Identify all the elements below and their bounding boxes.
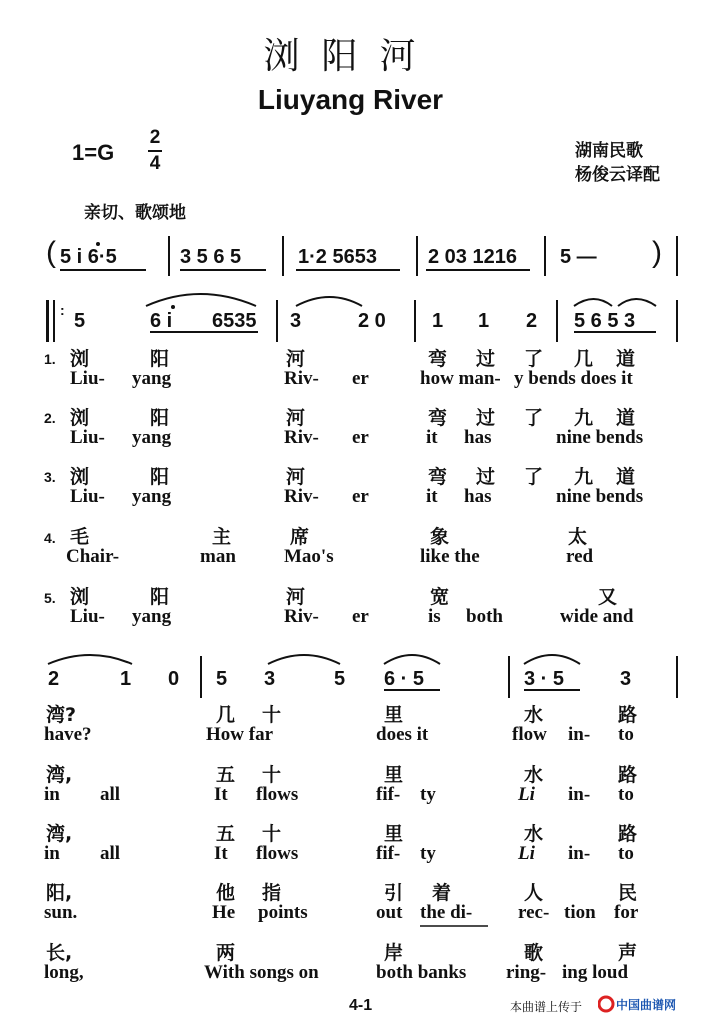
lyric-zh: 阳 xyxy=(150,586,170,608)
lyric-zh: 民 xyxy=(618,882,638,904)
lyric-en: tion xyxy=(564,902,596,923)
lyric-en: all xyxy=(100,784,121,805)
lyric-zh: 水 xyxy=(524,704,544,726)
lyric-zh: 指 xyxy=(262,882,282,904)
intro-measure-1: 5 i 6·5 xyxy=(60,246,117,268)
lyric-en: both banks xyxy=(376,962,467,983)
lyric-en: ring- xyxy=(506,962,547,983)
lyric-en: It xyxy=(214,843,228,864)
note: 3 xyxy=(264,668,276,690)
lyric-en: fif- xyxy=(376,784,401,805)
lyric-zh: 里 xyxy=(384,704,404,726)
lyric-zh: 又 xyxy=(598,586,618,608)
lyric-en: er xyxy=(352,486,369,507)
lyric-zh: 宽 xyxy=(430,586,450,608)
time-denominator: 4 xyxy=(149,153,161,174)
lyric-zh: 十 xyxy=(262,704,282,726)
lyric-en: has xyxy=(464,427,492,448)
note: 5 xyxy=(74,310,86,332)
lyric-zh: 河 xyxy=(286,466,306,488)
lyric-en: points xyxy=(258,902,308,923)
lyric-zh: 河 xyxy=(286,407,306,429)
lyric-zh: 浏 xyxy=(70,348,90,370)
lyric-en: in- xyxy=(568,724,591,745)
lyric-zh: 歌 xyxy=(524,942,544,964)
lyric-en: er xyxy=(352,606,369,627)
footer-upload-text: 本曲谱上传于 xyxy=(510,1000,583,1014)
lyric-zh: 他 xyxy=(216,882,236,904)
verse-number: 3. xyxy=(44,469,56,485)
lyric-zh: 主 xyxy=(212,526,232,548)
lyric-en: out xyxy=(376,902,403,923)
lyric-zh: 过 xyxy=(476,407,496,429)
lyric-zh: 象 xyxy=(430,526,450,548)
note: 5 xyxy=(334,668,346,690)
credit-arranger: 杨俊云译配 xyxy=(575,165,660,185)
lyric-zh: 路 xyxy=(618,823,638,845)
note: 5 xyxy=(216,668,228,690)
lyric-zh: 九 xyxy=(574,466,594,488)
lyric-zh: 河 xyxy=(286,348,306,370)
lyric-en: y bends does it xyxy=(514,368,633,389)
lyric-zh: 几 xyxy=(574,348,594,370)
lyric-zh: 了 xyxy=(524,348,544,370)
lyric-en: flows xyxy=(256,843,299,864)
lyric-zh: 阳 xyxy=(150,407,170,429)
title-english: Liuyang River xyxy=(257,84,444,115)
lyric-en: Riv- xyxy=(284,486,319,507)
note: 1 xyxy=(432,310,444,332)
lyric-en: Liu- xyxy=(70,606,105,627)
note: 2 xyxy=(48,668,60,690)
note: 3 xyxy=(290,310,302,332)
lyric-en: ty xyxy=(420,784,436,805)
lyric-zh: 阳, xyxy=(46,882,73,904)
lyric-zh: 阳 xyxy=(150,466,170,488)
lyric-zh: 声 xyxy=(618,942,638,964)
time-numerator: 2 xyxy=(149,127,161,148)
lyric-zh: 里 xyxy=(384,823,404,845)
lyric-en: yang xyxy=(132,606,172,627)
lyric-en: to xyxy=(618,724,634,745)
lyric-zh: 湾, xyxy=(46,823,73,845)
lyric-zh: 毛 xyxy=(70,526,90,548)
lyric-zh: 路 xyxy=(618,764,638,786)
lyric-en: yang xyxy=(132,427,172,448)
lyric-zh: 长, xyxy=(46,942,73,964)
lyric-en: sun. xyxy=(44,902,78,923)
title-chinese: 浏阳河 xyxy=(263,36,438,77)
lyric-en: Liu- xyxy=(70,368,105,389)
lyric-zh: 弯 xyxy=(428,466,448,488)
note: 2 xyxy=(526,310,538,332)
lyric-en: nine bends xyxy=(556,427,644,448)
lyric-en: does it xyxy=(376,724,429,745)
lyric-zh: 九 xyxy=(574,407,594,429)
lyric-en: like the xyxy=(420,546,480,567)
lyric-en: long, xyxy=(44,962,84,983)
lyric-en: in- xyxy=(568,843,591,864)
lyric-en: for xyxy=(614,902,639,923)
note: 1 xyxy=(120,668,132,690)
lyric-en: to xyxy=(618,784,634,805)
lyric-zh: 浏 xyxy=(70,407,90,429)
lyric-en: in xyxy=(44,784,60,805)
lyric-zh: 过 xyxy=(476,348,496,370)
site-logo-icon xyxy=(598,995,688,1013)
verse-number: 2. xyxy=(44,410,56,426)
note: 1 xyxy=(478,310,490,332)
lyric-zh: 过 xyxy=(476,466,496,488)
lyric-en: to xyxy=(618,843,634,864)
lyric-en: He xyxy=(212,902,236,923)
lyric-en: in- xyxy=(568,784,591,805)
lyric-en: yang xyxy=(132,486,172,507)
verse-number: 5. xyxy=(44,590,56,606)
tempo-mark: 亲切、歌颂地 xyxy=(84,203,186,223)
lyric-en: is xyxy=(428,606,441,627)
lyric-zh: 路 xyxy=(618,704,638,726)
lyric-zh: 两 xyxy=(216,942,236,964)
lyric-en: man xyxy=(200,546,236,567)
lyric-en: er xyxy=(352,427,369,448)
lyric-en: red xyxy=(566,546,594,567)
lyric-en: Chair- xyxy=(66,546,120,567)
lyric-zh: 湾, xyxy=(46,764,73,786)
lyric-en: all xyxy=(100,843,121,864)
intro-measure-4: 2 03 1216 xyxy=(428,246,517,268)
lyric-zh: 岸 xyxy=(384,942,404,964)
lyric-en: How far xyxy=(206,724,274,745)
lyric-zh: 湾? xyxy=(46,704,77,726)
credit-origin: 湖南民歌 xyxy=(575,141,643,161)
lyric-en: With songs on xyxy=(204,962,319,983)
lyric-en: both xyxy=(466,606,503,627)
lyric-zh: 着 xyxy=(432,882,452,904)
lyric-en: Riv- xyxy=(284,368,319,389)
lyric-en: Li xyxy=(518,843,535,864)
lyric-zh: 水 xyxy=(524,764,544,786)
intro-measure-5: 5 — xyxy=(560,246,597,268)
intro-close-paren: ) xyxy=(652,236,662,269)
lyric-zh: 引 xyxy=(384,882,404,904)
lyric-en: flow xyxy=(512,724,547,745)
lyric-zh: 道 xyxy=(616,348,636,370)
lyric-en: yang xyxy=(132,368,172,389)
lyric-zh: 几 xyxy=(216,704,236,726)
intro-measure-3: 1·2 5653 xyxy=(298,246,377,268)
lyric-zh: 浏 xyxy=(70,586,90,608)
lyric-en: flows xyxy=(256,784,299,805)
lyric-en: Liu- xyxy=(70,486,105,507)
lyric-en: in xyxy=(44,843,60,864)
note: 0 xyxy=(168,668,180,690)
lyric-en: the di- xyxy=(420,902,473,923)
lyric-zh: 了 xyxy=(524,466,544,488)
intro-open-paren: ( xyxy=(46,236,56,269)
site-logo xyxy=(598,995,688,1013)
lyric-en: er xyxy=(352,368,369,389)
lyric-zh: 河 xyxy=(286,586,306,608)
lyric-zh: 了 xyxy=(524,407,544,429)
lyric-en: it xyxy=(426,486,438,507)
lyric-zh: 五 xyxy=(216,823,236,845)
lyric-en: has xyxy=(464,486,492,507)
lyric-zh: 浏 xyxy=(70,466,90,488)
verse-number: 1. xyxy=(44,351,56,367)
lyric-en: fif- xyxy=(376,843,401,864)
lyric-zh: 道 xyxy=(616,466,636,488)
lyric-en: It xyxy=(214,784,228,805)
lyric-en: Riv- xyxy=(284,427,319,448)
lyric-en: Liu- xyxy=(70,427,105,448)
lyric-zh: 阳 xyxy=(150,348,170,370)
lyric-zh: 十 xyxy=(262,823,282,845)
lyric-zh: 五 xyxy=(216,764,236,786)
lyric-zh: 弯 xyxy=(428,348,448,370)
lyric-zh: 弯 xyxy=(428,407,448,429)
note: 3 xyxy=(620,668,632,690)
lyric-zh: 十 xyxy=(262,764,282,786)
lyric-zh: 太 xyxy=(568,526,588,548)
note: 3 · 5 xyxy=(524,668,565,690)
note: 6 i xyxy=(150,310,173,332)
note: 6 · 5 xyxy=(384,668,425,690)
lyric-zh: 水 xyxy=(524,823,544,845)
note: 2 0 xyxy=(358,310,386,332)
lyric-en: nine bends xyxy=(556,486,644,507)
lyric-en: it xyxy=(426,427,438,448)
lyric-zh: 席 xyxy=(290,526,310,548)
key-signature: 1=G xyxy=(72,140,115,165)
lyric-zh: 道 xyxy=(616,407,636,429)
lyric-en: rec- xyxy=(518,902,550,923)
lyric-en: ing loud xyxy=(562,962,629,983)
note: 6535 xyxy=(212,310,257,332)
lyric-en: ty xyxy=(420,843,436,864)
lyric-en: wide and xyxy=(560,606,634,627)
repeat-dots: : xyxy=(60,302,65,318)
page-number: 4-1 xyxy=(349,997,373,1014)
lyric-en: Li xyxy=(518,784,535,805)
note: 5 6 5 3 xyxy=(574,310,636,332)
lyric-en: how man- xyxy=(420,368,501,389)
lyric-en: Riv- xyxy=(284,606,319,627)
lyric-zh: 里 xyxy=(384,764,404,786)
site-logo-text: 中国曲谱网 xyxy=(616,998,677,1012)
lyric-en: Mao's xyxy=(284,546,334,567)
intro-measure-2: 3 5 6 5 xyxy=(180,246,242,268)
lyric-en: have? xyxy=(44,724,92,745)
lyric-zh: 人 xyxy=(524,882,544,904)
verse-number: 4. xyxy=(44,530,56,546)
